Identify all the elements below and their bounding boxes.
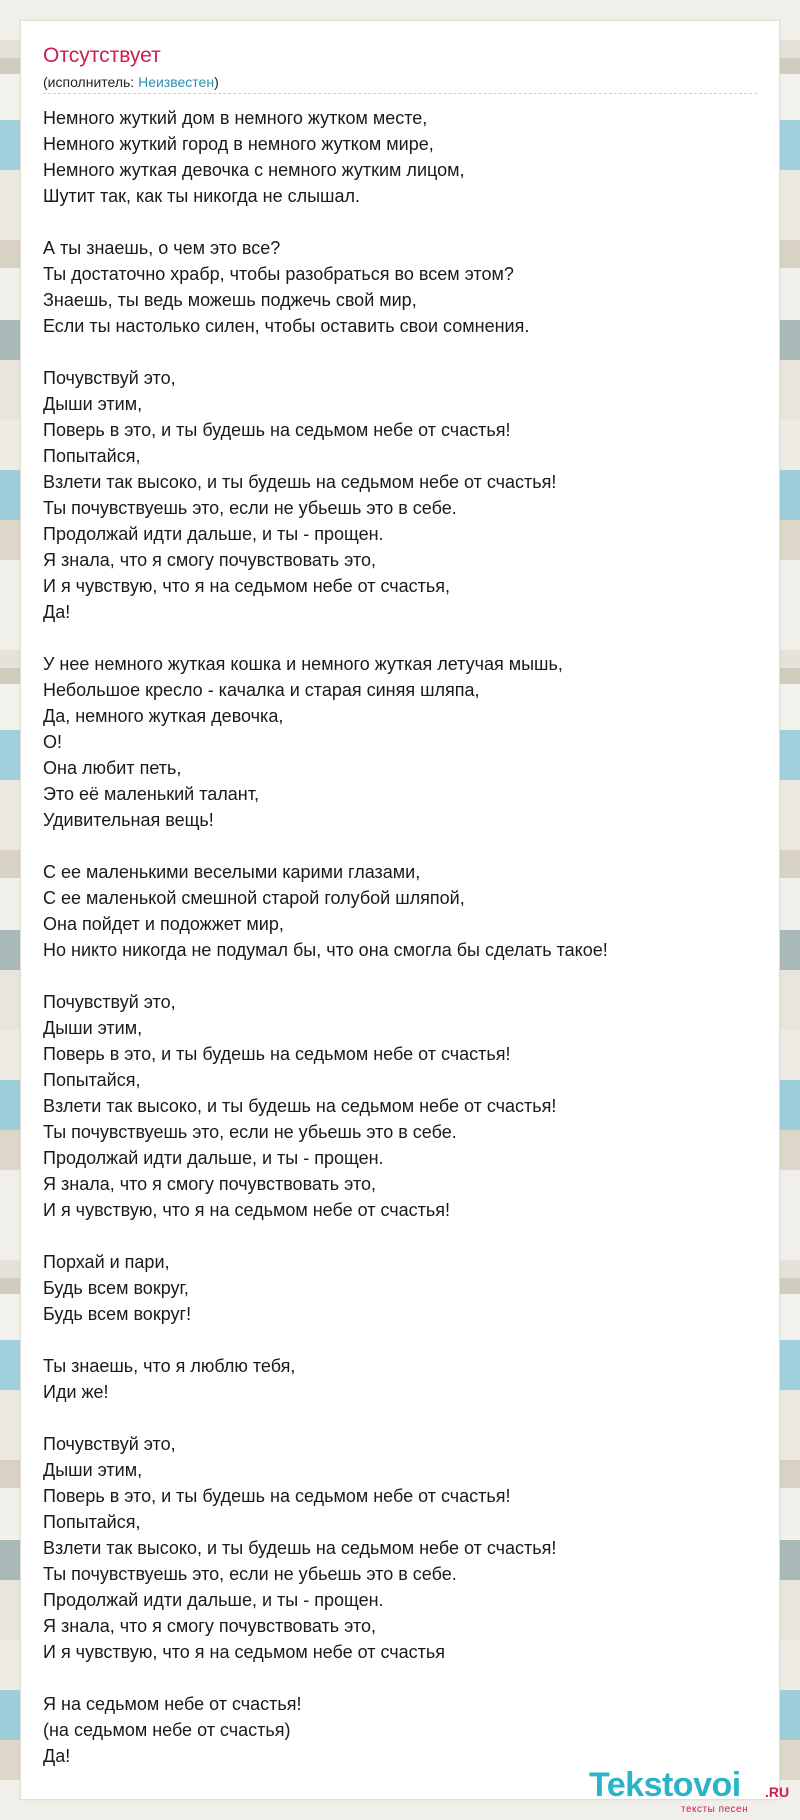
lyrics-line: Знаешь, ты ведь можешь поджечь свой мир, [43,290,417,310]
lyrics-line: Да! [43,1746,71,1766]
title-divider [43,93,757,94]
lyrics-stanza [43,859,763,963]
lyrics-line: Она любит петь, [43,758,182,778]
lyrics-line: Это её маленький талант, [43,784,259,804]
lyrics-line: Небольшое кресло - качалка и старая синяя шляпа, [43,680,480,700]
lyrics-line: Ты почувствуешь это, если не убьешь это в себе. [43,1564,457,1584]
lyrics-line: Продолжай идти дальше, и ты - прощен. [43,1590,384,1610]
lyrics-line: Если ты настолько силен, чтобы оставить свои сомнения. [43,316,530,336]
lyrics-line: Немного жуткая девочка с немного жутким лицом, [43,160,465,180]
lyrics-line: Да! [43,602,71,622]
lyrics-line: И я чувствую, что я на седьмом небе от счастья, [43,576,451,596]
lyrics-line: О! [43,732,63,752]
artist-suffix: ) [214,74,219,90]
site-logo[interactable] [589,1766,789,1816]
lyrics-line: Попытайся, [43,1070,141,1090]
lyrics-stanza [43,989,763,1223]
lyrics-line: Иди же! [43,1382,109,1402]
lyrics-line: И я чувствую, что я на седьмом небе от счастья [43,1642,446,1662]
lyrics-line: Да, немного жуткая девочка, [43,706,284,726]
logo-wordmark: Tekstovoi [589,1766,741,1804]
lyrics-line: Я знала, что я смогу почувствовать это, [43,1174,377,1194]
lyrics-line: Шутит так, как ты никогда не слышал. [43,186,361,206]
lyrics-stanza [43,105,763,209]
lyrics-stanza [43,365,763,625]
lyrics-line: Немного жуткий дом в немного жутком месте, [43,108,428,128]
lyrics-line: Ты почувствуешь это, если не убьешь это в себе. [43,498,457,518]
lyrics-line: И я чувствую, что я на седьмом небе от счастья! [43,1200,451,1220]
artist-line [43,73,219,91]
lyrics-line: Ты почувствуешь это, если не убьешь это в себе. [43,1122,457,1142]
lyrics-line: Я знала, что я смогу почувствовать это, [43,1616,377,1636]
lyrics-line: Взлети так высоко, и ты будешь на седьмом небе от счастья! [43,1538,557,1558]
artist-prefix: (исполнитель: [43,74,139,90]
logo-tagline: тексты песен [681,1804,749,1815]
lyrics-line: Продолжай идти дальше, и ты - прощен. [43,1148,384,1168]
lyrics-line: Я знала, что я смогу почувствовать это, [43,550,377,570]
lyrics-card [20,20,790,1815]
lyrics-line: Почувствуй это, [43,368,176,388]
lyrics-line: Поверь в это, и ты будешь на седьмом небе от счастья! [43,420,511,440]
lyrics-line: Попытайся, [43,446,141,466]
lyrics-line: Попытайся, [43,1512,141,1532]
lyrics-stanza [43,651,763,833]
lyrics-line: Поверь в это, и ты будешь на седьмом небе от счастья! [43,1044,511,1064]
lyrics-stanza [43,235,763,339]
lyrics-line: Ты знаешь, что я люблю тебя, [43,1356,296,1376]
lyrics-line: Дыши этим, [43,1018,143,1038]
lyrics-line: Я на седьмом небе от счастья! [43,1694,302,1714]
lyrics-line: Почувствуй это, [43,1434,176,1454]
lyrics-line: Но никто никогда не подумал бы, что она смогла бы сделать такое! [43,940,608,960]
lyrics-line: Почувствуй это, [43,992,176,1012]
lyrics-line: Будь всем вокруг, [43,1278,189,1298]
lyrics-line: Порхай и пари, [43,1252,170,1272]
lyrics-line: Немного жуткий город в немного жутком мире, [43,134,434,154]
lyrics-line: Удивительная вещь! [43,810,214,830]
lyrics-line: С ее маленькой смешной старой голубой шляпой, [43,888,465,908]
lyrics-line: У нее немного жуткая кошка и немного жуткая летучая мышь, [43,654,563,674]
artist-link[interactable]: Неизвестен [138,74,215,90]
lyrics-line: (на седьмом небе от счастья) [43,1720,291,1740]
lyrics-line: Продолжай идти дальше, и ты - прощен. [43,524,384,544]
lyrics-stanza [43,1691,763,1769]
lyrics-stanza [43,1353,763,1405]
lyrics-line: Взлети так высоко, и ты будешь на седьмом небе от счастья! [43,472,557,492]
lyrics-line: Поверь в это, и ты будешь на седьмом небе от счастья! [43,1486,511,1506]
lyrics-line: А ты знаешь, о чем это все? [43,238,281,258]
lyrics-line: Дыши этим, [43,394,143,414]
lyrics-body [43,105,763,1795]
song-title: Отсутствует [43,44,161,67]
lyrics-stanza [43,1249,763,1327]
lyrics-line: С ее маленькими веселыми карими глазами, [43,862,421,882]
logo-tld: .RU [765,1784,790,1800]
lyrics-line: Она пойдет и подожжет мир, [43,914,284,934]
lyrics-line: Взлети так высоко, и ты будешь на седьмом небе от счастья! [43,1096,557,1116]
lyrics-line: Ты достаточно храбр, чтобы разобраться во всем этом? [43,264,514,284]
lyrics-line: Дыши этим, [43,1460,143,1480]
lyrics-line: Будь всем вокруг! [43,1304,192,1324]
lyrics-stanza [43,1431,763,1665]
